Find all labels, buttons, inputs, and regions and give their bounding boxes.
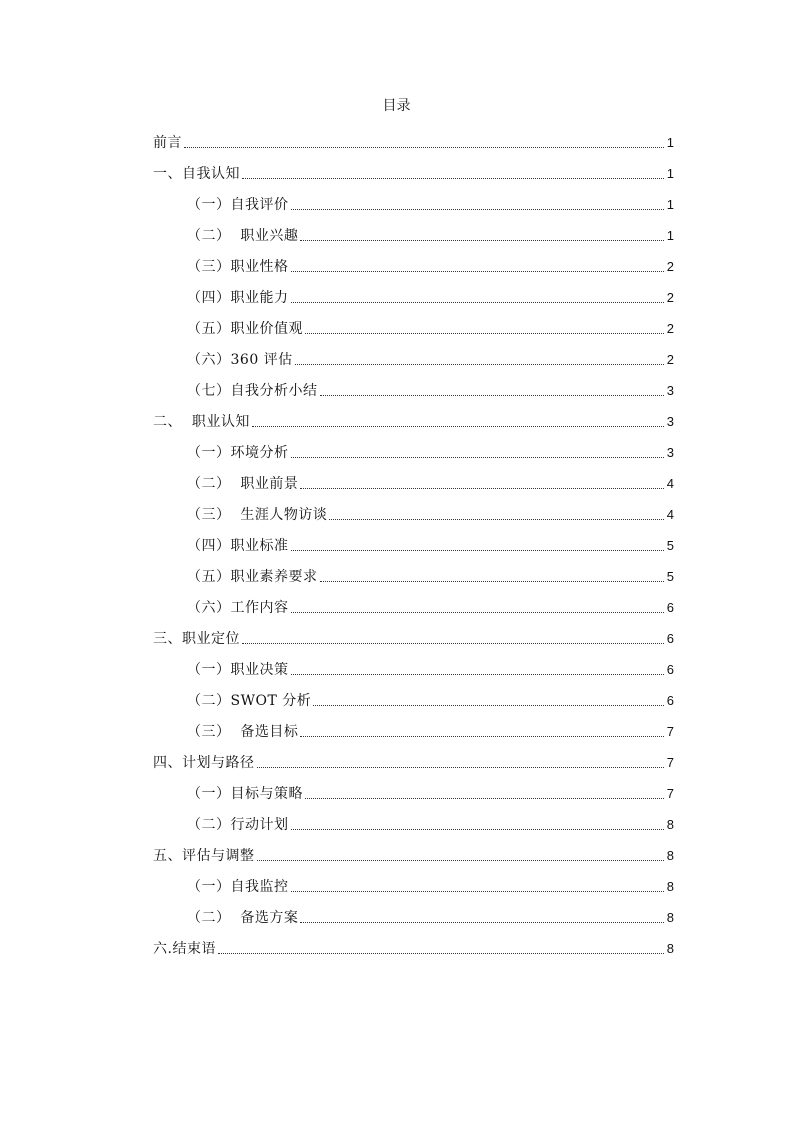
toc-page-number: 1 [666,135,674,150]
toc-entry-text: 一、自我认知 [153,166,240,182]
toc-entry[interactable] [153,587,674,618]
toc-dot-leader [184,146,664,148]
toc-entry[interactable] [153,866,674,897]
toc-entry[interactable] [153,277,674,308]
toc-dot-leader [257,859,665,861]
toc-page-number: 3 [666,414,674,429]
toc-entry[interactable] [153,525,674,556]
toc-entry[interactable] [153,680,674,711]
toc-entry-text: （二） 职业兴趣 [187,228,299,244]
toc-dot-leader [313,704,664,706]
toc-entry[interactable] [153,742,674,773]
toc-page-number: 1 [666,228,674,243]
toc-dot-leader [291,301,665,303]
toc-dot-leader [300,239,664,241]
toc-entry-text: （三） 生涯人物访谈 [187,507,328,523]
toc-page-number: 2 [666,321,674,336]
toc-entry-text: （一）自我评价 [187,197,289,213]
toc-entry-text: （四）职业能力 [187,290,289,306]
toc-page-number: 5 [666,569,674,584]
toc-entry[interactable] [153,494,674,525]
toc-dot-leader [291,456,665,458]
toc-dot-leader [291,828,665,830]
toc-page-number: 2 [666,290,674,305]
toc-page-number: 6 [666,600,674,615]
toc-entry-text: 五、评估与调整 [153,848,255,864]
toc-entry[interactable] [153,308,674,339]
toc-entry-text: （一）自我监控 [187,879,289,895]
toc-entry[interactable] [153,463,674,494]
toc-page-number: 7 [666,724,674,739]
toc-entry-text: （一）职业决策 [187,662,289,678]
toc-entry-text: （五）职业价值观 [187,321,303,337]
toc-dot-leader [252,425,664,427]
toc-entry-text: （六）360 评估 [187,352,293,368]
toc-entry[interactable] [153,370,674,401]
toc-entry[interactable] [153,928,674,959]
toc-entry-text: （六）工作内容 [187,600,289,616]
toc-page-number: 2 [666,352,674,367]
toc-page-number: 3 [666,445,674,460]
toc-page-number: 7 [666,786,674,801]
toc-dot-leader [305,332,664,334]
toc-entry-text: 二、 职业认知 [153,414,250,430]
toc-dot-leader [305,797,664,799]
toc-entry-text: （四）职业标准 [187,538,289,554]
toc-page-number: 2 [666,259,674,274]
toc-page-number: 8 [666,817,674,832]
toc-entry-text: 四、计划与路径 [153,755,255,771]
toc-entry-text: （二）SWOT 分析 [187,693,312,709]
toc-dot-leader [300,735,664,737]
toc-dot-leader [291,270,665,272]
toc-dot-leader [257,766,665,768]
toc-entry[interactable] [153,184,674,215]
toc-dot-leader [242,642,664,644]
toc-entry[interactable] [153,773,674,804]
toc-entry-text: （一）环境分析 [187,445,289,461]
toc-entry[interactable] [153,246,674,277]
toc-entry[interactable] [153,649,674,680]
toc-page-number: 1 [666,166,674,181]
toc-entry[interactable] [153,122,674,153]
toc-dot-leader [291,890,665,892]
toc-entry-text: 前言 [153,135,182,151]
toc-page-number: 7 [666,755,674,770]
toc-page-number: 8 [666,910,674,925]
toc-page-number: 6 [666,662,674,677]
toc-entry[interactable] [153,432,674,463]
toc-dot-leader [329,518,664,520]
toc-entry[interactable] [153,835,674,866]
toc-list [153,122,674,959]
toc-dot-leader [291,208,665,210]
toc-dot-leader [291,673,665,675]
toc-dot-leader [300,921,664,923]
toc-page-number: 3 [666,383,674,398]
toc-page-number: 6 [666,693,674,708]
toc-entry-text: （一）目标与策略 [187,786,303,802]
toc-entry[interactable] [153,618,674,649]
toc-entry[interactable] [153,153,674,184]
toc-entry[interactable] [153,401,674,432]
toc-entry-text: （五）职业素养要求 [187,569,318,585]
toc-dot-leader [291,549,665,551]
toc-entry-text: （二） 备选方案 [187,910,299,926]
toc-entry[interactable] [153,215,674,246]
toc-page-number: 8 [666,879,674,894]
toc-page-number: 5 [666,538,674,553]
toc-page-number: 4 [666,476,674,491]
toc-page-number: 8 [666,848,674,863]
toc-dot-leader [295,363,664,365]
toc-page-number: 1 [666,197,674,212]
toc-entry[interactable] [153,711,674,742]
toc-entry-text: （二）行动计划 [187,817,289,833]
toc-title: 目录 [382,98,411,114]
toc-entry-text: （二） 职业前景 [187,476,299,492]
toc-entry[interactable] [153,556,674,587]
toc-dot-leader [291,611,665,613]
toc-page-number: 6 [666,631,674,646]
toc-entry[interactable] [153,339,674,370]
toc-page-number: 4 [666,507,674,522]
toc-entry-text: 六.结束语 [153,941,216,957]
toc-dot-leader [320,394,665,396]
toc-dot-leader [218,952,664,954]
toc-entry-text: （三）职业性格 [187,259,289,275]
toc-entry[interactable] [153,897,674,928]
toc-dot-leader [320,580,665,582]
toc-entry[interactable] [153,804,674,835]
toc-page-number: 8 [666,941,674,956]
toc-entry-text: 三、职业定位 [153,631,240,647]
toc-entry-text: （七）自我分析小结 [187,383,318,399]
toc-dot-leader [242,177,664,179]
toc-entry-text: （三） 备选目标 [187,724,299,740]
toc-dot-leader [300,487,664,489]
